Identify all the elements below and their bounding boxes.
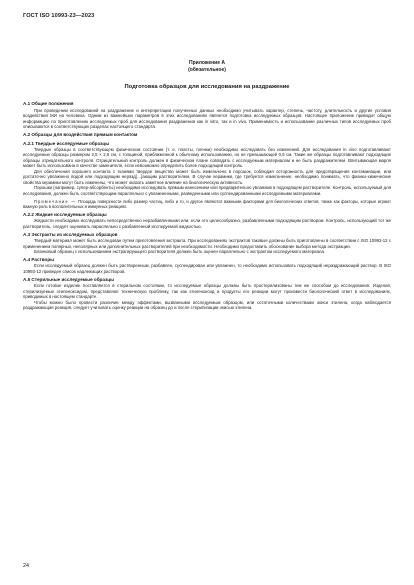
appendix-kind: (обязательное) — [188, 66, 226, 73]
section-heading: А.5 Стерильные исследуемые образцы — [23, 276, 114, 282]
section-heading: А.1 Общие положения — [23, 101, 74, 107]
section-heading: А.4 Растворы — [23, 256, 55, 262]
section-group — [23, 212, 391, 311]
appendix-heading — [23, 60, 391, 73]
body-paragraph: Бланковый образец с использованием экстрагирующего растворителя должен быть оценен параллельно с экстрактом исследуемого материала. — [34, 249, 326, 254]
section-heading: А.2 Образцы для воздействия прямым контактом — [23, 132, 138, 138]
standard-header: ГОСТ ISO 10993-23—2023 — [23, 13, 95, 19]
appendix-title: Подготовка образцов для исследования на раздражение — [124, 84, 290, 90]
body-paragraph: Порошки (например, супер-абсорбенты) необходимо исследовать прямым нанесением или предварительно увлажнив в подходящем растворителе. Контроль, используемый для исследования, должен быть соответствующим параллельно с увлажненными, разведенными или суспендированными исследуемыми материалами. — [23, 185, 391, 196]
body-paragraph: Твердый материал может быть исследован путем приготовления экстракта. При исследованиях экстрактов таковые должны быть приготовлены в соответствии с ISO 10993-12 с применением полярных, неполярных или дополнительных растворителей при необходимости. Необходимо предоставить обоснование выбора метода экстракции. — [23, 238, 391, 249]
section-heading: А.2.1 Твердые исследуемые образцы — [23, 140, 110, 146]
note-paragraph — [23, 199, 391, 210]
body-paragraph: Для обеспечения хорошего контакта с тканями твердое вещество может быть измельчено в порошок, соблюдая осторожность для предотвращения контаминации, или достаточно увлажнено водой или подходящим неразд[…]ающим растворителем. В случае керамики, где требуется измельчение, необходимо понимать, что физико-химические свойства керамики могут быть изменены, что может оказать заметное влияние на биологическую активность. — [23, 168, 391, 185]
appendix-label: Приложение А — [189, 60, 225, 66]
body-paragraph: При проведении исследований на раздражение и интерпретации полученных данных необходимо учитывать характер, степень, частоту, длительность и другие условия воздействия МИ на человека. Одним из важнейших параметров в этих исследованиях является подготовка исследуемых образцов. Настоящее приложение приводит общую информацию по приготовлению исследуемых проб для исследования раздражения как in vitro, так и in vivo. Применимость и использование различных типов исследуемых проб описываются в соответствующих разделах настоящего стандарта. — [23, 107, 391, 130]
body-paragraph: Если готовое изделие поставляется в стерильном состоянии, то исследуемые образцы должны быть простерилизованы тем же способом до исследования. Изделия, стерилизуемые этиленоксидом, представляют техническую проблему, так как этиленоксид и продукты его реакции могут произвести биологический ответ в исследованиях, приводимых в настоящем стандарте. — [23, 283, 391, 300]
note-text: Площадь поверхности либо размер частиц, либо и то, и другое являются важными факторами для биологических ответов, также как факторы, которые играют важную роль в воспалительных и иммунных реакциях. — [23, 198, 392, 210]
document-body — [23, 99, 391, 311]
section-heading: А.3 Экстракты из исследуемых образцов — [23, 231, 118, 237]
page-number: 24 — [23, 563, 29, 569]
body-paragraph: Жидкости необходимо исследовать непосредственно неразбавленными или, если это целесообразно, разбавленными подходящим раствором. Контроль, использующий тот же растворитель, следует оценивать параллельно с разбавленной исследуемой жидкостью. — [23, 218, 391, 229]
section-heading: А.2.2 Жидкие исследуемые образцы — [23, 211, 107, 217]
body-paragraph: Чтобы можно было провести различие между эффектами, вызванными исследуемым образцом, или остаточными количествами окиси этилена, когда наблюдается раздражающая реакция, следует учитывать оценку реакции на образец до и после стерилизации окисью этилена. — [23, 299, 391, 311]
body-paragraph: Твердые образцы в соответствующем физическом состоянии (т. е. пласты, пленки) необходимо исследовать без изменений. Для исследования in vivo подготавливают исследуемые образцы размером 2,5 × 2,5 см, с толщиной, приближенной к обычному использованию, но не превышающей 0,5 см. Такие же образцы подготавливают подходящие образцы отрицательного контроля. Отрицательный контроль должен в физическом плане совпадать с исследуемым материалом и не быть раздражителем. Впитывающая марля может быть использована в качестве заменителя, если невозможно определить более подходящий контроль. — [23, 146, 391, 169]
body-paragraph: Если исследуемый образец должен быть растворенным, разбавлен, суспендирован или увлажнен, то необходимо использовать подходящий нераздражающий раствор. В ISO 10993-12 приведен список надлежащих растворов. — [23, 263, 391, 274]
section-group — [23, 101, 391, 196]
note-label: Примечание — — [34, 198, 77, 204]
